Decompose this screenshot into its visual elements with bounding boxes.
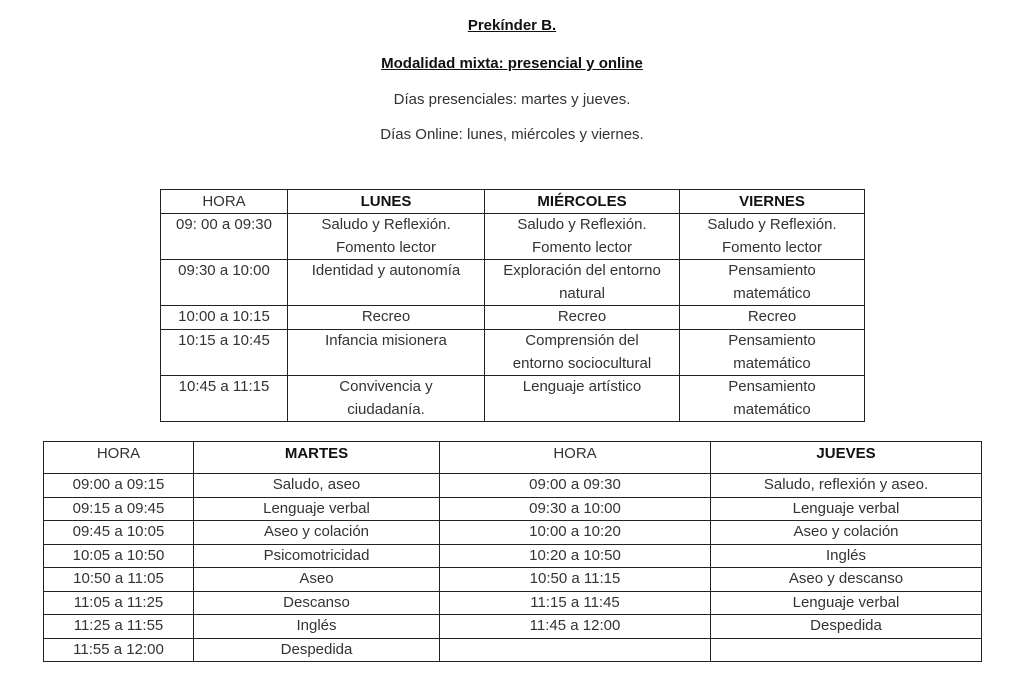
cell-line: matemático <box>733 354 811 372</box>
martes-cell: Psicomotricidad <box>194 544 440 568</box>
martes-cell: Lenguaje verbal <box>194 497 440 521</box>
martes-cell: Aseo <box>194 568 440 592</box>
online-schedule-table <box>160 189 865 422</box>
hora-martes-cell: 11:55 a 12:00 <box>44 638 194 662</box>
hora-cell: 10:15 a 10:45 <box>161 329 288 375</box>
table-row <box>44 591 982 615</box>
cell-line: Pensamiento <box>728 378 816 396</box>
hora-jueves-cell <box>440 638 711 662</box>
header-jueves: JUEVES <box>711 442 982 474</box>
martes-cell: Descanso <box>194 591 440 615</box>
table-row <box>44 474 982 498</box>
hora-jueves-cell: 10:20 a 10:50 <box>440 544 711 568</box>
cell-line: entorno sociocultural <box>512 354 652 372</box>
presencial-days-text: Días presenciales: martes y jueves. <box>393 91 631 108</box>
miercoles-cell <box>485 376 680 422</box>
cell-line: Identidad y autonomía <box>311 262 461 280</box>
table-row <box>44 568 982 592</box>
hora-cell: 09:30 a 10:00 <box>161 260 288 306</box>
hora-martes-cell: 09:00 a 09:15 <box>44 474 194 498</box>
lunes-cell <box>288 214 485 260</box>
table-row <box>44 544 982 568</box>
hora-cell: 09: 00 a 09:30 <box>161 214 288 260</box>
hora-cell: 10:45 a 11:15 <box>161 376 288 422</box>
table-row <box>44 497 982 521</box>
cell-line: Infancia misionera <box>325 331 447 349</box>
modality-heading: Modalidad mixta: presencial y online <box>381 55 643 72</box>
jueves-cell: Aseo y descanso <box>711 568 982 592</box>
cell-line: Fomento lector <box>335 238 437 256</box>
header-hora-martes: HORA <box>44 442 194 474</box>
table-row <box>44 615 982 639</box>
presencial-schedule-table <box>43 441 982 662</box>
viernes-cell <box>680 329 865 375</box>
lunes-cell <box>288 306 485 330</box>
martes-cell: Aseo y colación <box>194 521 440 545</box>
hora-martes-cell: 09:15 a 09:45 <box>44 497 194 521</box>
martes-cell: Saludo, aseo <box>194 474 440 498</box>
table-row <box>161 306 865 330</box>
table-header-row <box>44 442 982 474</box>
miercoles-cell <box>485 329 680 375</box>
cell-line: Pensamiento <box>728 262 816 280</box>
hora-martes-cell: 10:05 a 10:50 <box>44 544 194 568</box>
miercoles-cell <box>485 260 680 306</box>
cell-line: matemático <box>733 284 811 302</box>
hora-jueves-cell: 10:50 a 11:15 <box>440 568 711 592</box>
jueves-cell: Lenguaje verbal <box>711 497 982 521</box>
cell-line: Recreo <box>361 308 411 326</box>
header-hora-jueves: HORA <box>440 442 711 474</box>
online-days-text: Días Online: lunes, miércoles y viernes. <box>380 126 644 143</box>
jueves-cell: Despedida <box>711 615 982 639</box>
hora-martes-cell: 11:25 a 11:55 <box>44 615 194 639</box>
header-hora: HORA <box>161 190 288 214</box>
cell-line: Comprensión del <box>525 331 639 349</box>
table-row <box>161 376 865 422</box>
lunes-cell <box>288 329 485 375</box>
cell-line: Lenguaje artístico <box>522 378 642 396</box>
header-lunes: LUNES <box>288 190 485 214</box>
table-row <box>161 214 865 260</box>
table-row <box>161 260 865 306</box>
hora-jueves-cell: 11:15 a 11:45 <box>440 591 711 615</box>
hora-jueves-cell: 09:00 a 09:30 <box>440 474 711 498</box>
document-title: Prekínder B. <box>467 17 557 34</box>
hora-jueves-cell: 11:45 a 12:00 <box>440 615 711 639</box>
lunes-cell <box>288 260 485 306</box>
hora-martes-cell: 10:50 a 11:05 <box>44 568 194 592</box>
cell-line: matemático <box>733 400 811 418</box>
cell-line: Recreo <box>557 308 607 326</box>
miercoles-cell <box>485 306 680 330</box>
cell-line: Recreo <box>747 308 797 326</box>
hora-jueves-cell: 10:00 a 10:20 <box>440 521 711 545</box>
hora-cell: 10:00 a 10:15 <box>161 306 288 330</box>
table-row <box>44 638 982 662</box>
martes-cell: Inglés <box>194 615 440 639</box>
cell-line: natural <box>559 284 605 302</box>
jueves-cell: Lenguaje verbal <box>711 591 982 615</box>
table-header-row <box>161 190 865 214</box>
viernes-cell <box>680 214 865 260</box>
lunes-cell <box>288 376 485 422</box>
miercoles-cell <box>485 214 680 260</box>
cell-line: Saludo y Reflexión. <box>517 216 647 233</box>
jueves-cell: Inglés <box>711 544 982 568</box>
jueves-cell: Aseo y colación <box>711 521 982 545</box>
table-row <box>161 329 865 375</box>
jueves-cell: Saludo, reflexión y aseo. <box>711 474 982 498</box>
cell-line: Fomento lector <box>531 238 633 256</box>
viernes-cell <box>680 306 865 330</box>
hora-martes-cell: 11:05 a 11:25 <box>44 591 194 615</box>
hora-jueves-cell: 09:30 a 10:00 <box>440 497 711 521</box>
viernes-cell <box>680 260 865 306</box>
cell-line: Fomento lector <box>721 238 823 256</box>
hora-martes-cell: 09:45 a 10:05 <box>44 521 194 545</box>
cell-line: ciudadanía. <box>347 400 425 418</box>
cell-line: Pensamiento <box>728 331 816 349</box>
cell-line: Saludo y Reflexión. <box>707 216 837 233</box>
viernes-cell <box>680 376 865 422</box>
header-martes: MARTES <box>194 442 440 474</box>
martes-cell: Despedida <box>194 638 440 662</box>
cell-line: Exploración del entorno <box>503 262 661 280</box>
cell-line: Convivencia y <box>339 378 433 396</box>
cell-line: Saludo y Reflexión. <box>321 216 451 233</box>
header-miercoles: MIÉRCOLES <box>485 190 680 214</box>
table-row <box>44 521 982 545</box>
header-viernes: VIERNES <box>680 190 865 214</box>
jueves-cell <box>711 638 982 662</box>
